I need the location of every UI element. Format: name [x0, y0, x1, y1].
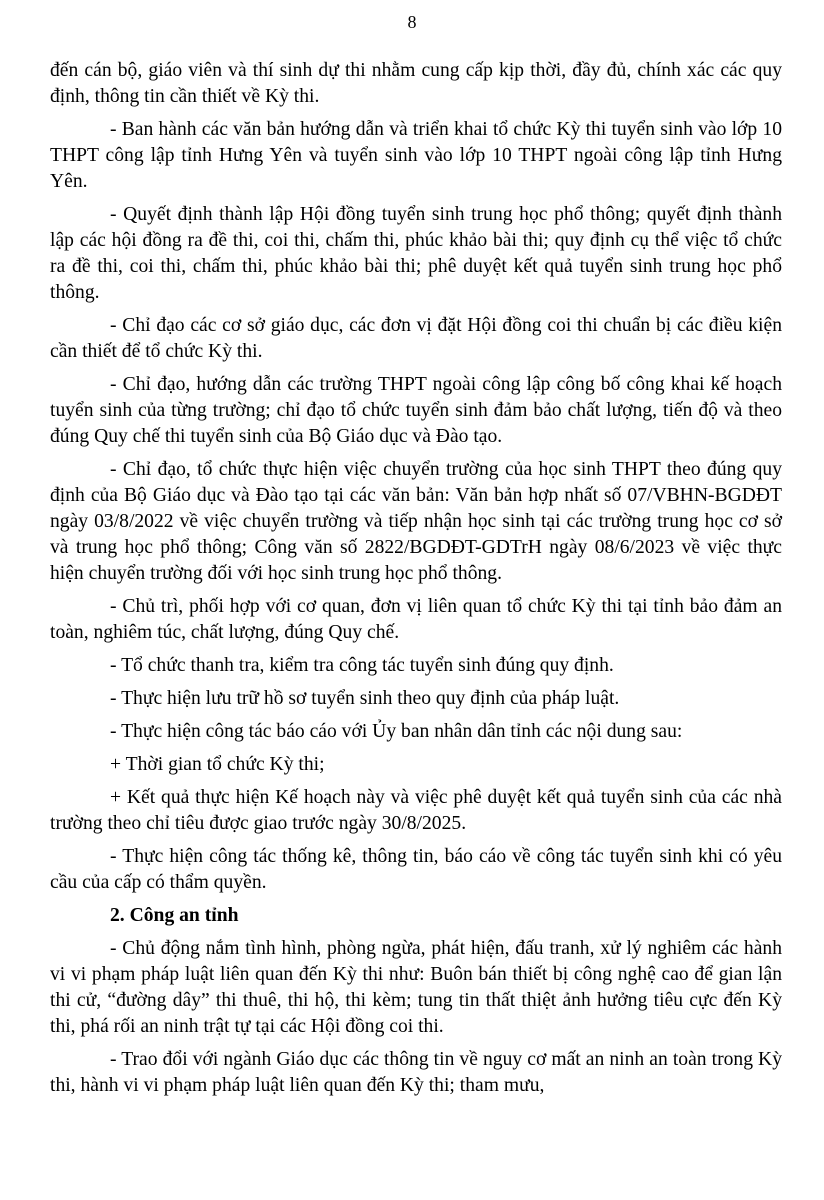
paragraph: - Chỉ đạo, tổ chức thực hiện việc chuyển trường của học sinh THPT theo đúng quy định của Bộ Giáo dục và Đào tạo tại các văn bản: Văn bản hợp nhất số 07/VBHN-BGDĐT ngày 03/8/2022 về việc chuyển trường và tiếp nhận học sinh tại các trường trung học cơ sở và trung học phổ thông; Công văn số 2822/BGDĐT-GDTrH ngày 08/6/2023 về việc thực hiện chuyển trường đối với học sinh trung học phổ thông.	[50, 459, 782, 584]
paragraph: - Thực hiện công tác báo cáo với Ủy ban nhân dân tỉnh các nội dung sau:	[110, 721, 683, 742]
paragraph: - Chỉ đạo các cơ sở giáo dục, các đơn vị đặt Hội đồng coi thi chuẩn bị các điều kiện cần thiết để tổ chức Kỳ thi.	[50, 315, 782, 362]
paragraph: - Thực hiện công tác thống kê, thông tin, báo cáo về công tác tuyển sinh khi có yêu cầu của cấp có thẩm quyền.	[50, 846, 782, 893]
paragraph: - Tổ chức thanh tra, kiểm tra công tác tuyển sinh đúng quy định.	[110, 655, 614, 676]
paragraph: - Ban hành các văn bản hướng dẫn và triển khai tổ chức Kỳ thi tuyển sinh vào lớp 10 THPT công lập tỉnh Hưng Yên và tuyển sinh vào lớp 10 THPT ngoài công lập tỉnh Hưng Yên.	[50, 119, 782, 192]
paragraph: đến cán bộ, giáo viên và thí sinh dự thi nhằm cung cấp kịp thời, đầy đủ, chính xác các quy định, thông tin cần thiết về Kỳ thi.	[50, 60, 782, 107]
paragraph: - Quyết định thành lập Hội đồng tuyển sinh trung học phổ thông; quyết định thành lập các hội đồng ra đề thi, coi thi, chấm thi, phúc khảo bài thi; quy định cụ thể việc tổ chức ra đề thi, coi thi, chấm thi, phúc khảo bài thi; phê duyệt kết quả tuyển sinh trung học phổ thông.	[50, 204, 782, 303]
paragraph: + Kết quả thực hiện Kế hoạch này và việc phê duyệt kết quả tuyển sinh của các nhà trường theo chỉ tiêu được giao trước ngày 30/8/2025.	[50, 787, 782, 834]
paragraph: + Thời gian tổ chức Kỳ thi;	[110, 754, 325, 775]
paragraph: - Trao đổi với ngành Giáo dục các thông tin về nguy cơ mất an ninh an toàn trong Kỳ thi, hành vi vi phạm pháp luật liên quan đến Kỳ thi; tham mưu,	[50, 1049, 782, 1096]
document-body	[50, 58, 782, 1106]
section-heading: 2. Công an tỉnh	[110, 905, 239, 926]
paragraph: - Chủ trì, phối hợp với cơ quan, đơn vị liên quan tổ chức Kỳ thi tại tỉnh bảo đảm an toàn, nghiêm túc, chất lượng, đúng Quy chế.	[50, 596, 782, 643]
paragraph: - Chủ động nắm tình hình, phòng ngừa, phát hiện, đấu tranh, xử lý nghiêm các hành vi vi phạm pháp luật liên quan đến Kỳ thi như: Buôn bán thiết bị công nghệ cao để gian lận thi cử, “đường dây” thi thuê, thi hộ, thi kèm; tung tin thất thiệt ảnh hưởng tiêu cực đến Kỳ thi, phá rối an ninh trật tự tại các Hội đồng coi thi.	[50, 938, 782, 1037]
paragraph: - Thực hiện lưu trữ hồ sơ tuyển sinh theo quy định của pháp luật.	[110, 688, 620, 709]
page-number: 8	[407, 12, 417, 32]
paragraph: - Chỉ đạo, hướng dẫn các trường THPT ngoài công lập công bố công khai kế hoạch tuyển sinh của từng trường; chỉ đạo tổ chức tuyển sinh đảm bảo chất lượng, tiến độ và theo đúng Quy chế thi tuyển sinh của Bộ Giáo dục và Đào tạo.	[50, 374, 782, 447]
